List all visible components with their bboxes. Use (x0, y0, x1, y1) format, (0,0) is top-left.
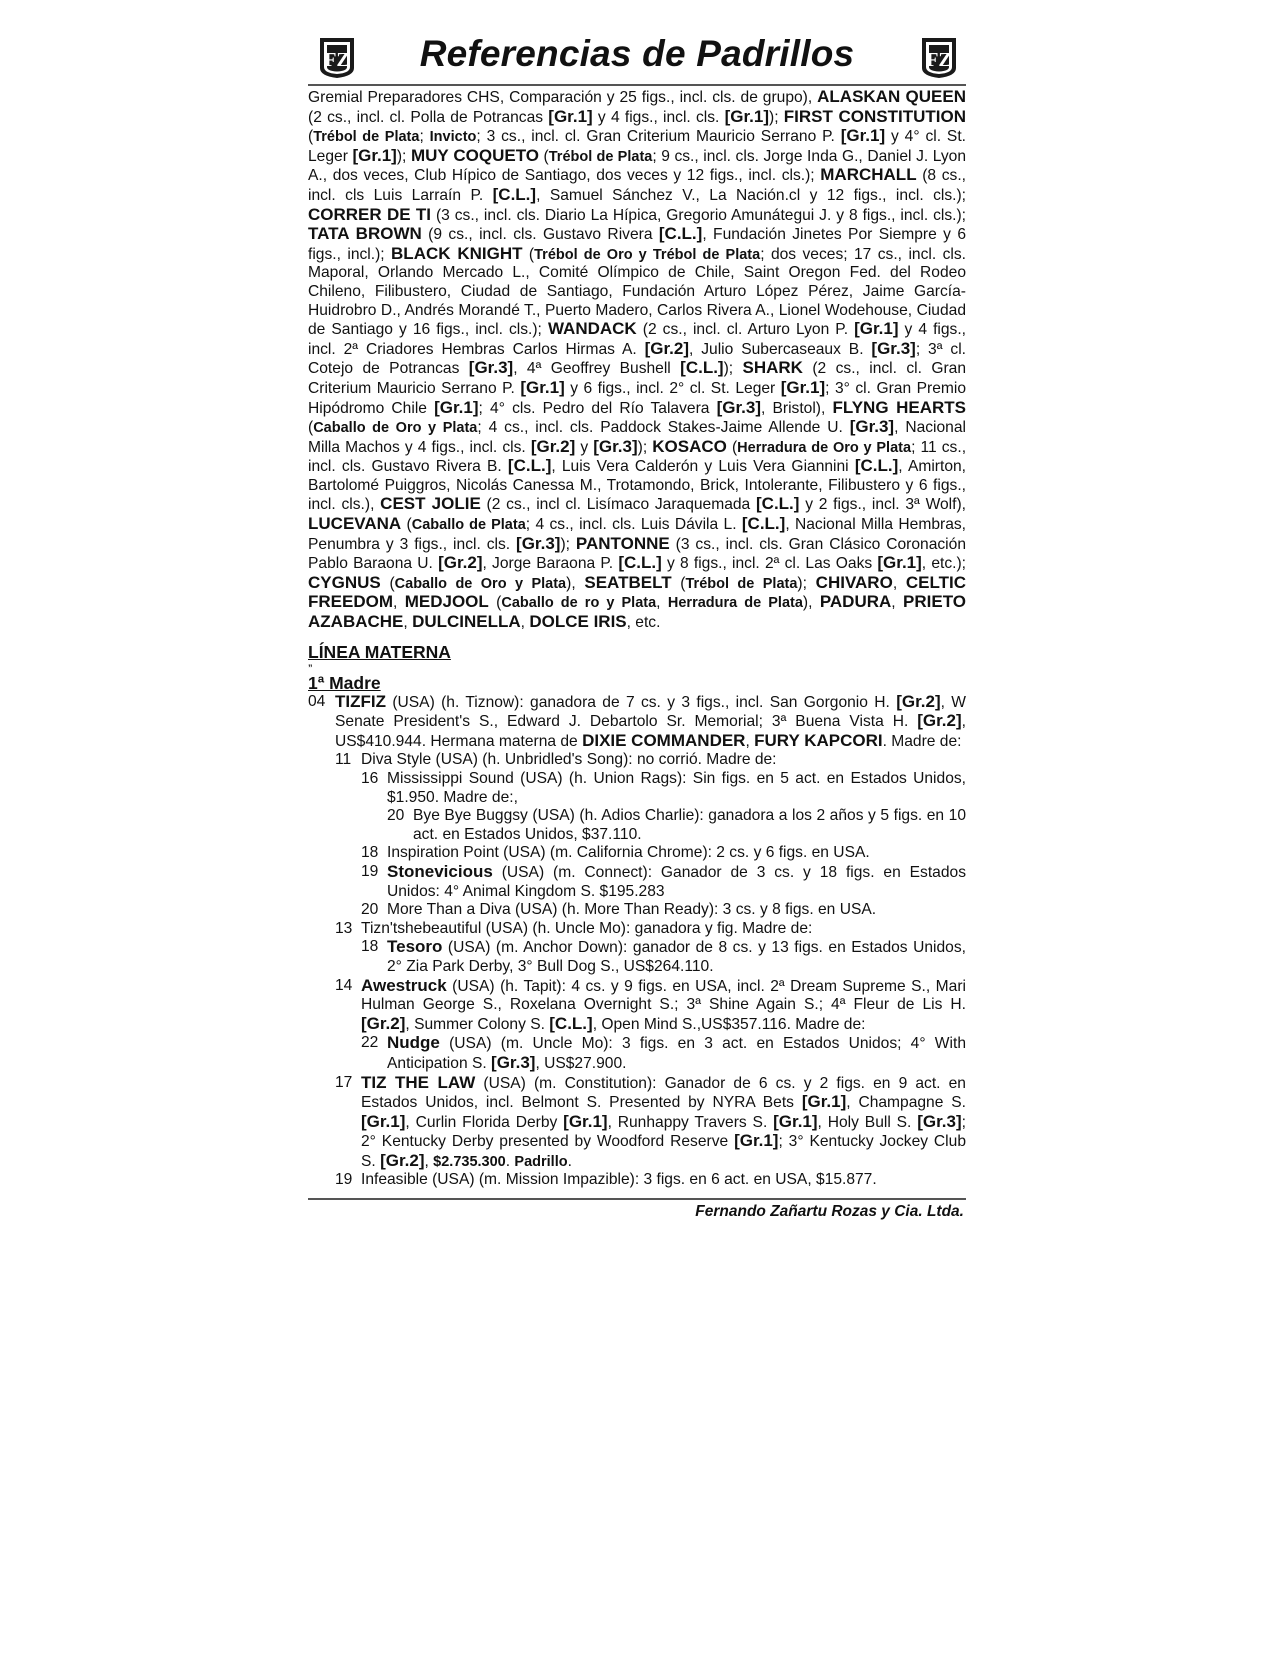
pedigree-entry (308, 977, 966, 1035)
text-run: ( (522, 245, 535, 263)
text-run: , (892, 574, 906, 592)
race-grade: [Gr.2] (644, 338, 690, 358)
text-run: , Jorge Baraona P. (482, 555, 619, 573)
fz-logo-icon (916, 34, 962, 80)
race-grade: [Gr.2] (380, 1150, 425, 1170)
text-run: ; 11 cs., incl. cls. Gustavo Rivera B. (308, 438, 967, 476)
horse-name: Awestruck (361, 975, 447, 995)
text-run: y 8 figs., incl. 2ª cl. Las Oaks (661, 555, 878, 573)
text-run: ( (401, 516, 412, 534)
text-run: ; 3° Kentucky Jockey Club S. (361, 1133, 966, 1170)
text-run: , Nacional Milla Hembras, Penumbra y 3 figs., incl. cls. (308, 516, 967, 553)
text-run: ; 3° cl. Gran Premio Hipódromo Chile (308, 379, 966, 417)
section-mark: ” (308, 662, 313, 673)
text-run: , Luis Vera Calderón y Luis Vera Giannini (551, 458, 855, 476)
race-grade: [Gr.3] (849, 417, 895, 437)
horse-name: CYGNUS (308, 572, 381, 592)
text-run: , US$27.900. (535, 1054, 627, 1072)
text-run: ); (723, 360, 743, 378)
text-run: ; 4 cs., incl. cls. Luis Dávila L. (525, 516, 742, 534)
horse-name: KOSACO (652, 436, 727, 456)
text-run: (USA) (h. Tapit): 4 cs. y 9 figs. en USA, incl. 2ª Dream Supreme S., Mari Hulman George S., Roxelana Overnight S.; 3ª Shine Again S.; 4ª Fleur de Lis H. (361, 977, 966, 1014)
text-run: , Bristol), (761, 399, 833, 417)
race-grade: [Gr.1] (724, 106, 770, 126)
race-grade: [Gr.1] (361, 1111, 406, 1131)
text-run: (USA) (m. Constitution): Ganador de 6 cs. y 2 figs. en 9 act. en Estados Unidos, incl. Belmont S. Presented by NYRA Bets (361, 1074, 966, 1112)
horse-name: DIXIE COMMANDER (582, 730, 746, 750)
race-grade: [C.L.] (658, 224, 703, 244)
horse-name: Nudge (387, 1033, 440, 1053)
entry-year: 13 (335, 919, 353, 937)
text-run: ); (797, 574, 816, 592)
award-text: Trébol de Plata (313, 129, 420, 146)
text-run: , US$410.944. Hermana materna de (335, 713, 966, 750)
text-run: ; 9 cs., incl. cls. Jorge Inda G., Daniel J. Lyon A., dos veces, Club Hípico de Santiago, dos veces y 12 figs., incl. cls.); (308, 147, 966, 185)
entry-year: 20 (387, 807, 405, 825)
horse-name: CHIVARO (815, 572, 893, 592)
award-text: Caballo de Plata (411, 517, 526, 534)
horse-name: TATA BROWN (308, 224, 422, 244)
section-title: LÍNEA MATERNA (308, 641, 451, 662)
text-run: ); (637, 438, 653, 456)
race-grade: [Gr.2] (438, 553, 483, 573)
horse-name: Stonevicious (387, 861, 493, 881)
race-grade: [Gr.3] (871, 338, 916, 358)
entry-year: 04 (308, 692, 326, 710)
page-title: Referencias de Padrillos (419, 33, 855, 74)
text-run: , W Senate President's S., Edward J. Debartolo Sr. Memorial; 3ª Buena Vista H. (335, 693, 966, 731)
horse-name: DOLCE IRIS (529, 612, 627, 632)
text-run: y 4 figs., incl. 2ª Criadores Hembras Carlos Hirmas A. (308, 321, 967, 358)
pedigree-entry (308, 1171, 966, 1190)
entry-year: 16 (361, 770, 379, 787)
text-run: ( (308, 128, 314, 146)
horse-name: TIZ THE LAW (361, 1072, 476, 1092)
race-grade: [C.L.] (854, 456, 899, 476)
text-run: , etc. (626, 614, 661, 632)
text-run: . (505, 1152, 515, 1170)
race-grade: [Gr.1] (734, 1131, 779, 1151)
text-run: , Amirton, Bartolomé Puiggros, Nicolás Canessa M., Trotamondo, Brick, Intolerante, Filibustero y 6 figs., incl. cls.), (308, 458, 966, 514)
text-run: , Curlin Florida Derby (405, 1113, 564, 1131)
text-run: (USA) (h. Tiznow): ganadora de 7 cs. y 3 figs., incl. San Gorgonio H. (385, 693, 897, 711)
text-run: ( (539, 147, 549, 165)
text-run: ( (380, 574, 395, 592)
race-grade: [C.L.] (618, 553, 662, 573)
logo-text: FZ (324, 49, 350, 71)
horse-name: FLYNG HEARTS (832, 397, 966, 417)
pedigree-entry (308, 807, 966, 844)
text-run: Diva Style (USA) (h. Unbridled's Song): no corrió. Madre de: (361, 751, 777, 769)
pedigree-entry (308, 1034, 966, 1073)
pedigree-entry (308, 844, 966, 863)
page (308, 30, 966, 1221)
text-run: ), (566, 574, 585, 592)
text-run: ), (802, 594, 820, 612)
race-grade: [Gr.1] (773, 1111, 818, 1131)
race-grade: [Gr.2] (530, 436, 576, 456)
horse-name: WANDACK (547, 319, 637, 339)
race-grade: [Gr.1] (854, 319, 899, 339)
race-grade: [Gr.3] (516, 533, 561, 553)
text-run: ; (419, 128, 430, 146)
entry-year: 11 (335, 751, 352, 769)
text-run: . Madre de: (882, 732, 962, 750)
stallion-references-paragraph (308, 88, 966, 633)
text-run: , Runhappy Travers S. (607, 1113, 774, 1131)
race-grade: [C.L.] (507, 456, 552, 476)
text-run: (9 cs., incl. cls. Gustavo Rivera (421, 226, 659, 244)
race-grade: [Gr.3] (593, 436, 638, 456)
text-run: (3 cs., incl. cls. Gran Clásico Coronación Pablo Baraona U. (308, 535, 966, 573)
text-run: , (891, 594, 904, 612)
entry-year: 18 (361, 844, 379, 862)
text-run: , 4ª Geoffrey Bushell (513, 360, 681, 378)
horse-name: CEST JOLIE (380, 494, 481, 514)
horse-name: MEDJOOL (404, 592, 489, 612)
award-text: Caballo de Oro y Plata (313, 420, 478, 437)
text-run: , Champagne S. (846, 1094, 966, 1112)
text-run: (USA) (m. Uncle Mo): 3 figs. en 3 act. en Estados Unidos; 4° With Anticipation S. (387, 1035, 966, 1072)
pedigree-entry (308, 751, 966, 770)
text-run: Tizn'tshebeautiful (USA) (h. Uncle Mo): ganadora y fig. Madre de: (361, 919, 813, 937)
text-run: (2 cs., incl. cl. Polla de Potrancas (308, 108, 549, 126)
horse-name: PANTONNE (575, 533, 670, 553)
text-run: Gremial Preparadores CHS, Comparación y 25 figs., incl. cls. de grupo), (308, 89, 818, 106)
entry-year: 20 (361, 901, 379, 919)
pedigree-entry (308, 1074, 966, 1172)
footer-company: Fernando Zañartu Rozas y Cia. Ltda. (695, 1203, 964, 1221)
horse-name: ALASKAN QUEEN (817, 87, 966, 106)
logo-text: FZ (926, 49, 952, 71)
entry-year: 18 (361, 938, 379, 956)
race-grade: [Gr.3] (917, 1111, 962, 1131)
race-grade: [Gr.2] (896, 691, 941, 711)
text-run: Bye Bye Buggsy (USA) (h. Adios Charlie): ganadora a los 2 años y 5 figs. en 10 act. en Estados Unidos, $37.110. (413, 807, 966, 843)
text-run: , Open Mind S.,US$357.116. Madre de: (592, 1015, 866, 1033)
text-run: ); (769, 108, 784, 126)
race-grade: [C.L.] (680, 358, 724, 378)
race-grade: [Gr.1] (352, 145, 397, 165)
text-run: , (656, 594, 668, 612)
award-text: Herradura de Plata (667, 595, 803, 612)
text-run: (USA) (m. Connect): Ganador de 3 cs. y 18 figs. en Estados Unidos: 4° Animal Kingdom S. $195.283 (387, 863, 966, 900)
text-run: , (424, 1152, 434, 1170)
race-grade: [Gr.2] (917, 711, 962, 731)
text-run: ); (560, 535, 576, 553)
pedigree-entry (308, 693, 966, 752)
text-run: ( (488, 594, 502, 612)
text-run: , (745, 732, 755, 750)
race-grade: [Gr.1] (801, 1092, 847, 1112)
race-grade: [Gr.1] (520, 377, 565, 397)
award-text: Trébol de Oro y Trébol de Plata (534, 246, 761, 263)
text-run: ; 3 cs., incl. cl. Gran Criterium Mauricio Serrano P. (476, 128, 841, 146)
entry-year: 19 (335, 1171, 353, 1189)
text-run: ); (396, 147, 411, 165)
horse-name: SEATBELT (584, 572, 672, 592)
text-run: (8 cs., incl. cls Luis Larraín P. (308, 167, 966, 204)
text-run: y 6 figs., incl. 2° cl. St. Leger (564, 379, 781, 397)
award-text: Herradura de Oro y Plata (737, 439, 912, 456)
text-run: , (520, 614, 530, 632)
race-grade: [C.L.] (549, 1013, 593, 1033)
award-text: Padrillo (514, 1153, 568, 1170)
text-run: y 2 figs., incl. 3ª Wolf), (799, 496, 967, 514)
pedigree-entry (308, 938, 966, 976)
horse-name: TIZFIZ (335, 691, 386, 711)
entry-year: 14 (335, 976, 353, 994)
race-grade: [Gr.1] (548, 106, 593, 126)
horse-name: CELTIC FREEDOM (308, 572, 966, 612)
text-run: , Summer Colony S. (405, 1015, 550, 1033)
pedigree-entry (308, 920, 966, 939)
text-run: , Julio Subercaseaux B. (689, 340, 872, 358)
horse-name: Tesoro (387, 937, 443, 957)
horse-name: MUY COQUETO (410, 145, 539, 165)
text-run: Mississippi Sound (USA) (h. Union Rags): Sin figs. en 5 act. en Estados Unidos, $1.950. Madre de:, (387, 770, 966, 806)
entry-year: 22 (361, 1034, 379, 1052)
award-text: Invicto (429, 129, 477, 146)
horse-name: FIRST CONSTITUTION (783, 106, 967, 126)
text-run: Infeasible (USA) (m. Mission Impazible): 3 figs. en 6 act. en USA, $15.877. (361, 1171, 877, 1189)
horse-name: SHARK (742, 358, 803, 378)
horse-name: DULCINELLA (412, 612, 521, 632)
horse-name: BLACK KNIGHT (391, 243, 523, 263)
race-grade: [C.L.] (756, 494, 800, 514)
text-run: y 4 figs., incl. cls. (592, 108, 725, 126)
text-run: , etc.); (921, 555, 966, 573)
horse-name: LUCEVANA (308, 514, 402, 534)
text-run: ( (308, 419, 314, 437)
text-run: ( (726, 438, 738, 456)
footer-divider (308, 1198, 966, 1200)
award-text: Trébol de Plata (548, 148, 653, 165)
text-run: (2 cs., incl. cl. Gran Criterium Mauricio Serrano P. (308, 360, 966, 397)
award-text: Caballo de Oro y Plata (394, 575, 567, 592)
text-run: ; 3ª cl. Cotejo de Potrancas (308, 340, 966, 378)
text-run: (2 cs., incl. cl. Arturo Lyon P. (636, 321, 855, 339)
horse-name: PRIETO AZABACHE (308, 592, 966, 632)
section-subtitle: 1ª Madre (308, 672, 381, 693)
race-grade: [Gr.1] (840, 126, 886, 146)
race-grade: [C.L.] (492, 184, 537, 204)
text-run: ( (671, 574, 686, 592)
horse-name: MARCHALL (820, 165, 917, 185)
text-run: ; 4 cs., incl. cls. Paddock Stakes-Jaime Allende U. (477, 419, 850, 437)
text-run: , Samuel Sánchez V., La Nación.cl y 12 figs., incl. cls.); (536, 186, 966, 204)
race-grade: [Gr.3] (468, 358, 514, 378)
race-grade: [C.L.] (741, 514, 786, 534)
race-grade: [Gr.3] (491, 1052, 536, 1072)
race-grade: [Gr.1] (877, 553, 922, 573)
text-run: . (567, 1152, 572, 1170)
horse-name: PADURA (819, 592, 892, 612)
award-text: Trébol de Plata (685, 575, 798, 592)
race-grade: [Gr.2] (361, 1013, 406, 1033)
entry-year: 17 (335, 1073, 353, 1091)
text-run: , Holy Bull S. (817, 1113, 918, 1131)
text-run: ; 2° Kentucky Derby presented by Woodford Reserve (361, 1113, 966, 1151)
text-run: , (403, 614, 413, 632)
page-header (308, 30, 966, 86)
race-grade: [Gr.1] (434, 397, 479, 417)
text-run: , (393, 594, 405, 612)
text-run: ; dos veces; 17 cs., incl. cls. Maporal, Orlando Mercado L., Comité Olímpico de Chile, Saint Oregon Fed. del Rodeo Chileno, Filibustero, Ciudad de Santiago, Fundación Arturo López Pérez, Jaime García-Huidrobro D., Andrés Morandé T., Puerto Madero, Carlos Rivera A., Lionel Wodehouse, Ciudad de Santiago y 16 figs., incl. cls.); (308, 245, 966, 339)
award-text: Caballo de ro y Plata (501, 595, 657, 612)
race-grade: [Gr.1] (563, 1111, 608, 1131)
text-run: More Than a Diva (USA) (h. More Than Ready): 3 cs. y 8 figs. en USA. (387, 901, 877, 919)
race-grade: [Gr.3] (716, 397, 761, 417)
text-run: , Nacional Milla Machos y 4 figs., incl. cls. (308, 419, 966, 456)
pedigree-entry (308, 863, 966, 901)
entry-year: 19 (361, 862, 379, 880)
text-run: ; 4° cls. Pedro del Río Talavera (478, 399, 717, 417)
maternal-line-list (308, 693, 966, 1190)
text-run: , Fundación Jinetes Por Siempre y 6 figs., incl.); (308, 226, 967, 263)
text-run: y (575, 438, 594, 456)
text-run: y 4° cl. St. Leger (308, 128, 966, 165)
award-text: $2.735.300 (433, 1153, 506, 1170)
horse-name: CORRER DE TI (308, 204, 432, 224)
text-run: Inspiration Point (USA) (m. California Chrome): 2 cs. y 6 figs. en USA. (387, 844, 870, 862)
text-run: (3 cs., incl. cls. Diario La Hípica, Gregorio Amunátegui J. y 8 figs., incl. cls.); (431, 206, 966, 224)
horse-name: FURY KAPCORI (754, 730, 883, 750)
text-run: (2 cs., incl cl. Lisímaco Jaraquemada (480, 496, 756, 514)
text-run: (USA) (m. Anchor Down): ganador de 8 cs. y 13 figs. en Estados Unidos, 2° Zia Park Derby, 3° Bull Dog S., US$264.110. (387, 939, 966, 975)
pedigree-entry (308, 901, 966, 920)
pedigree-entry (308, 770, 966, 807)
race-grade: [Gr.1] (780, 377, 826, 397)
